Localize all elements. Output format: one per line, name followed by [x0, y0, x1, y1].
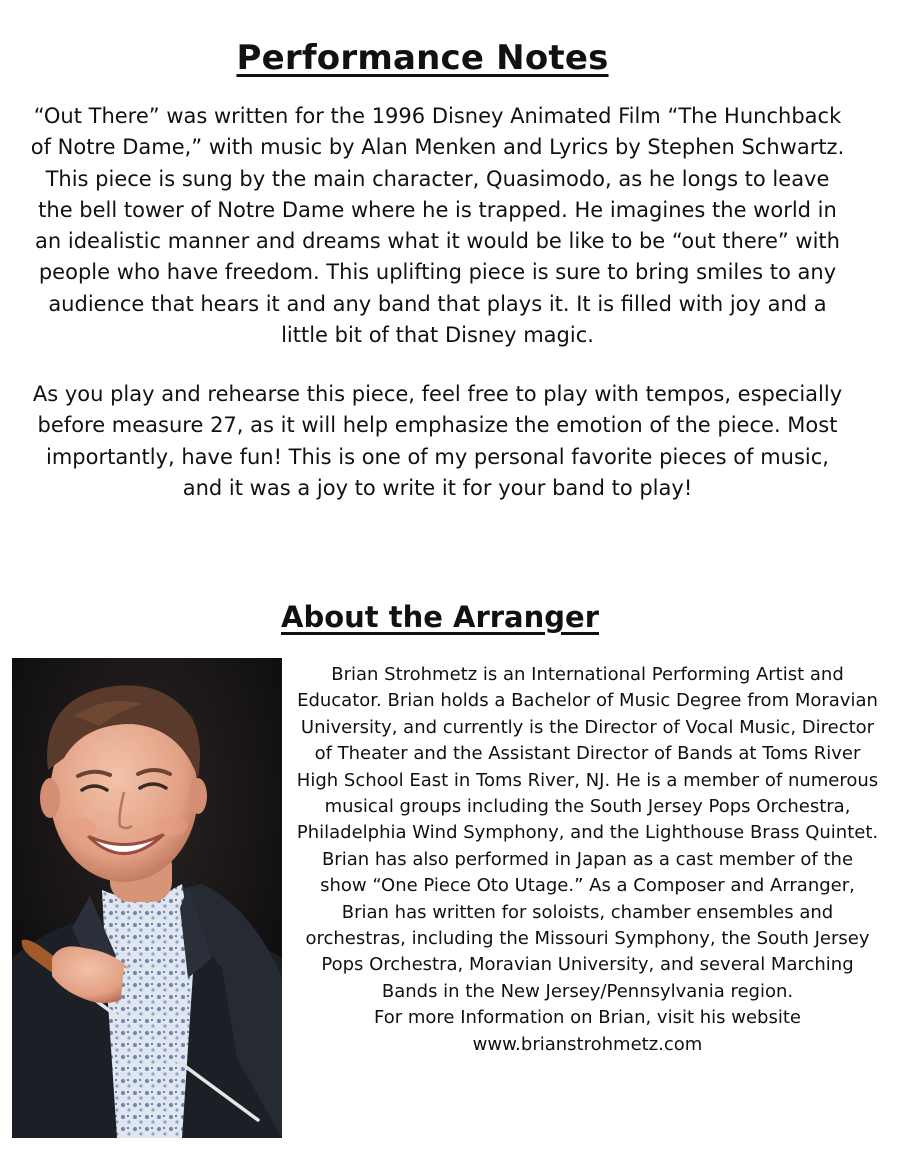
about-arranger-title: About the Arranger: [281, 600, 599, 634]
website-link[interactable]: www.brianstrohmetz.com: [472, 1033, 703, 1055]
website-prompt: For more Information on Brian, visit his website: [374, 1007, 801, 1029]
performance-notes-title: Performance Notes: [236, 38, 609, 78]
arranger-bio-text: Brian Strohmetz is an International Performing Artist and Educator. Brian holds a Bachelor of Music Degree from Moravian University, and currently is the Director of Vocal Music, Director of Theater and the Assistant Director of Bands at Toms River High School East in Toms River, NJ. He is a member of numerous musical groups including the South Jersey Pops Orchestra, Philadelphia Wind Symphony, and the Lighthouse Brass Quintet. Brian has also performed in Japan as a cast member of the show “One Piece Oto Utage.” As a Composer and Arranger, Brian has written for soloists, chamber ensembles and orchestras, including the Missouri Symphony, the South Jersey Pops Orchestra, Moravian University, and several Marching Bands in the New Jersey/Pennsylvania region.: [296, 664, 879, 1002]
arranger-photo: [12, 658, 282, 1138]
performance-notes-paragraph-1: “Out There” was written for the 1996 Disney Animated Film “The Hunchback of Notre Dame,” with music by Alan Menken and Lyrics by Stephen Schwartz. This piece is sung by the main character, Quasimodo, as he longs to leave the bell tower of Notre Dame where he is trapped. He imagines the world in an idealistic manner and dreams what it would be like to be “out there” with people who have freedom. This uplifting piece is sure to bring smiles to any audience that hears it and any band that plays it. It is filled with joy and a little bit of that Disney magic.: [30, 104, 845, 348]
arranger-bio: [296, 662, 879, 1058]
performance-notes-paragraph-2: As you play and rehearse this piece, feel free to play with tempos, especially before measure 27, as it will help emphasize the emotion of the piece. Most importantly, have fun! This is one of my personal favorite pieces of music, and it was a joy to write it for your band to play!: [32, 382, 843, 500]
arranger-portrait-illustration: [12, 658, 282, 1138]
